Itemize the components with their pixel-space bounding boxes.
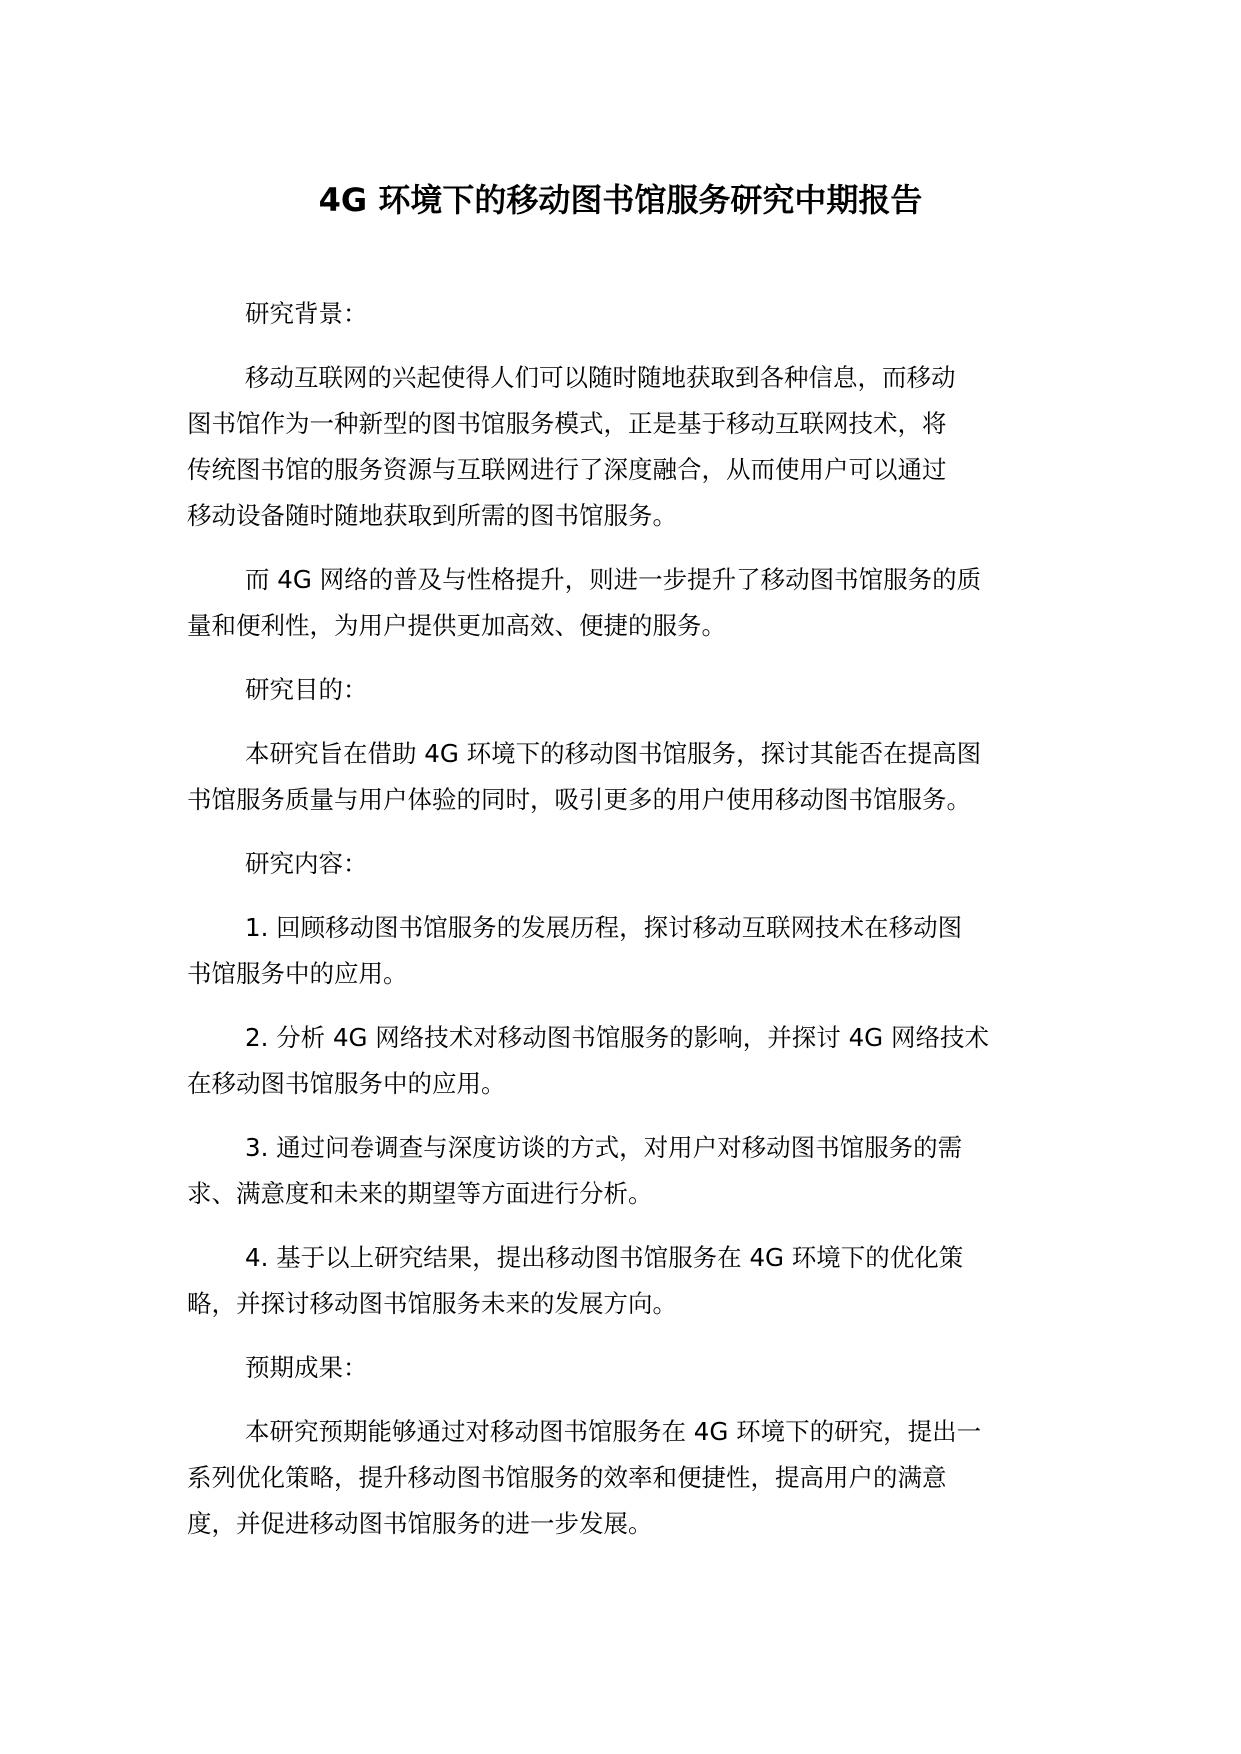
paragraph-first-line: 而 4G 网络的普及与性格提升，则进一步提升了移动图书馆服务的质 (245, 565, 982, 594)
paragraph-first-line: 研究目的： (245, 675, 368, 704)
paragraph (187, 905, 1067, 997)
paragraph-line: 书馆服务质量与用户体验的同时，吸引更多的用户使用移动图书馆服务。 (187, 785, 971, 814)
paragraph (187, 1345, 1067, 1391)
paragraph-line: 量和便利性，为用户提供更加高效、便捷的服务。 (187, 611, 726, 640)
paragraph-line: 移动设备随时随地获取到所需的图书馆服务。 (187, 501, 677, 530)
paragraph (187, 1125, 1067, 1217)
paragraph-line: 求、满意度和未来的期望等方面进行分析。 (187, 1179, 653, 1208)
paragraph-first-line: 3. 通过问卷调查与深度访谈的方式，对用户对移动图书馆服务的需 (245, 1133, 963, 1162)
paragraph-first-line: 本研究预期能够通过对移动图书馆服务在 4G 环境下的研究，提出一 (245, 1417, 982, 1446)
document-title: 4G 环境下的移动图书馆服务研究中期报告 (318, 181, 923, 219)
paragraph-first-line: 本研究旨在借助 4G 环境下的移动图书馆服务，探讨其能否在提高图 (245, 739, 982, 768)
paragraph (187, 355, 1067, 539)
paragraph-line: 系列优化策略，提升移动图书馆服务的效率和便捷性，提高用户的满意 (187, 1463, 947, 1492)
paragraph-first-line: 移动互联网的兴起使得人们可以随时随地获取到各种信息，而移动 (245, 363, 956, 392)
paragraph-line: 图书馆作为一种新型的图书馆服务模式，正是基于移动互联网技术，将 (187, 409, 947, 438)
paragraph-first-line: 研究背景： (245, 299, 368, 328)
paragraph (187, 667, 1067, 713)
paragraph (187, 291, 1067, 337)
paragraph (187, 557, 1067, 649)
paragraph-line: 度，并促进移动图书馆服务的进一步发展。 (187, 1509, 653, 1538)
paragraph-first-line: 1. 回顾移动图书馆服务的发展历程，探讨移动互联网技术在移动图 (245, 913, 963, 942)
paragraph (187, 1409, 1067, 1547)
paragraph-line: 略，并探讨移动图书馆服务未来的发展方向。 (187, 1289, 677, 1318)
paragraph-first-line: 预期成果： (245, 1353, 368, 1382)
paragraph-first-line: 2. 分析 4G 网络技术对移动图书馆服务的影响，并探讨 4G 网络技术 (245, 1023, 989, 1052)
paragraph (187, 1235, 1067, 1327)
paragraph-line: 在移动图书馆服务中的应用。 (187, 1069, 506, 1098)
paragraph-line: 书馆服务中的应用。 (187, 959, 408, 988)
document-body (187, 291, 1067, 1565)
paragraph-first-line: 研究内容： (245, 849, 368, 878)
paragraph (187, 841, 1067, 887)
paragraph (187, 731, 1067, 823)
paragraph-line: 传统图书馆的服务资源与互联网进行了深度融合，从而使用户可以通过 (187, 455, 947, 484)
paragraph (187, 1015, 1067, 1107)
paragraph-first-line: 4. 基于以上研究结果，提出移动图书馆服务在 4G 环境下的优化策 (245, 1243, 964, 1272)
